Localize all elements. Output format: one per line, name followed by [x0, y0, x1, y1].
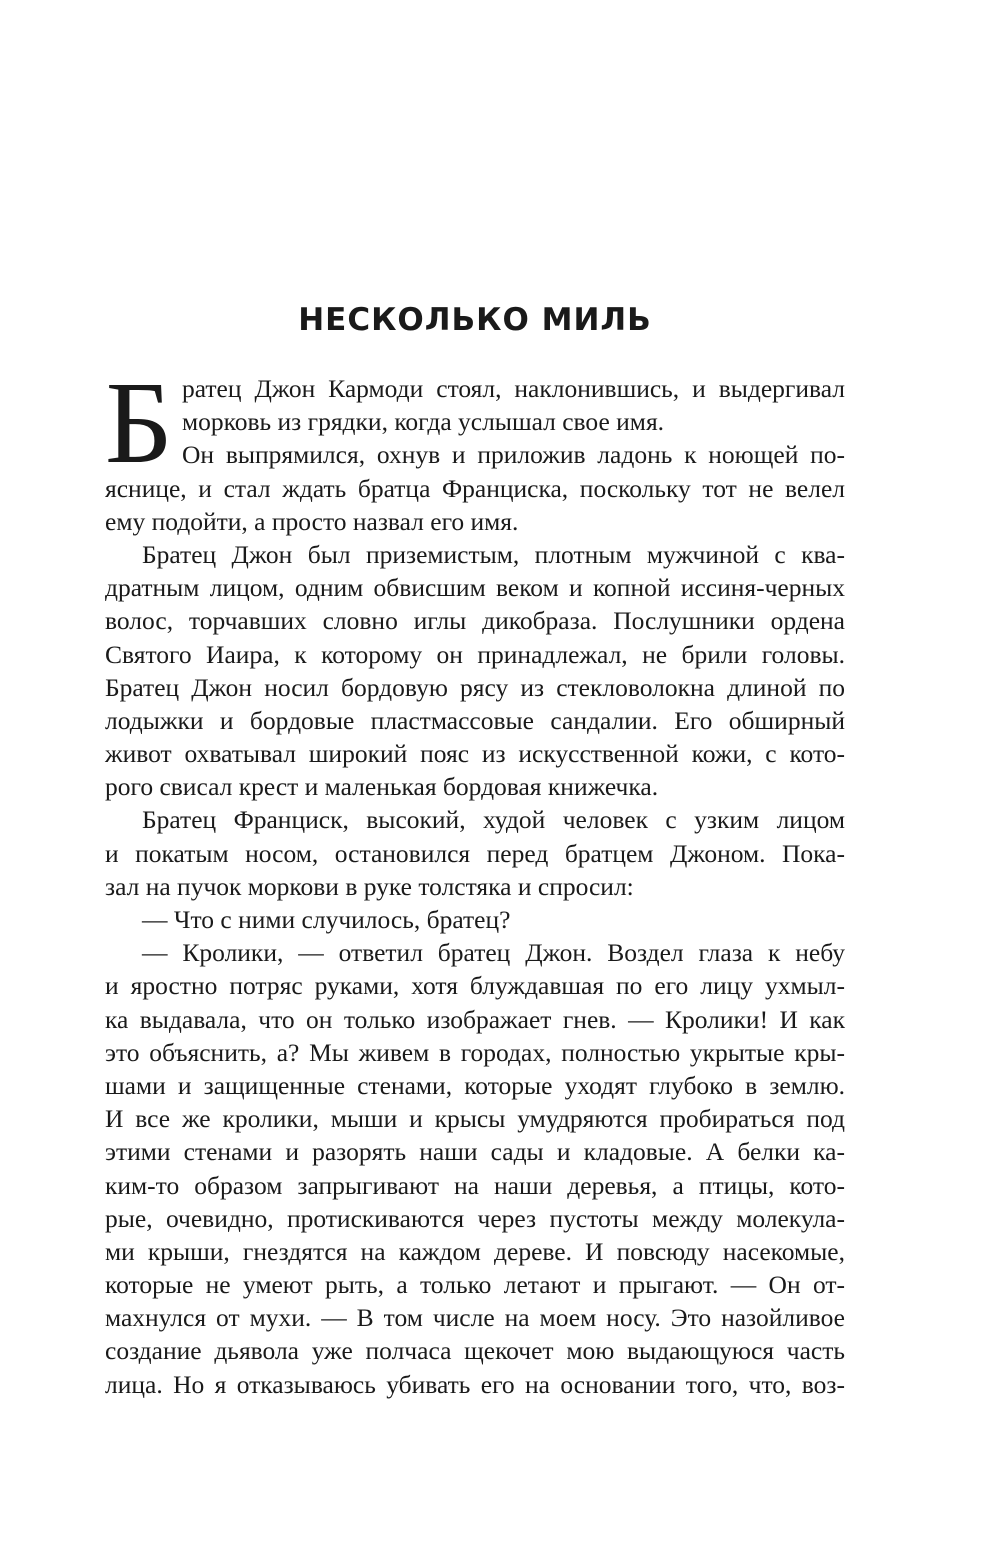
text-line: Братец Джон был приземистым, плотным мужчиной с ква- [142, 539, 845, 569]
text-line: — Кролики, — ответил братец Джон. Воздел глаза к небу [142, 938, 845, 968]
paragraph-3 [105, 803, 845, 903]
text-line: и яростно потряс руками, хотя блуждавшая по его лицу ухмыл- [105, 971, 845, 1001]
text-line: волос, торчавших словно иглы дикобраза. Послушники ордена [105, 606, 845, 636]
paragraph-4 [105, 903, 845, 936]
paragraph-1 [105, 357, 845, 538]
paragraph-5 [105, 936, 845, 1401]
text-line: шами и защищенные стенами, которые уходят глубоко в землю. [105, 1070, 845, 1100]
text-line: рого свисал крест и маленькая бордовая книжечка. [105, 772, 659, 802]
text-line: Святого Иаира, к которому он принадлежал, не брили головы. [105, 639, 845, 669]
text-line: и покатым носом, остановился перед братцем Джоном. Пока- [105, 838, 845, 868]
text-line: зал на пучок моркови в руке толстяка и спросил: [105, 871, 634, 901]
text-line: лодыжки и бордовые пластмассовые сандалии. Его обширный [105, 705, 845, 735]
drop-cap: Б [105, 357, 173, 488]
body-text [105, 357, 845, 1401]
text-line: Братец Джон носил бордовую рясу из стекловолокна длиной по [105, 672, 845, 702]
text-line: — Что с ними случилось, братец? [142, 905, 511, 934]
chapter-title: НЕСКОЛЬКО МИЛЬ [298, 302, 652, 338]
text-line: Братец Франциск, высокий, худой человек с узким лицом [142, 805, 845, 835]
text-line: этими стенами и разорять наши сады и кладовые. А белки ка- [105, 1137, 845, 1167]
text-line: ему подойти, а просто назвал его имя. [105, 506, 519, 536]
text-line: ким-то образом запрыгивают на наши деревья, а птицы, кото- [105, 1170, 845, 1200]
text-line: дратным лицом, одним обвисшим веком и копной иссиня-черных [105, 573, 845, 603]
text-line: это объяснить, а? Мы живем в городах, полностью укрытые кры- [105, 1037, 845, 1067]
text-line: яснице, и стал ждать братца Франциска, поскольку тот не велел [105, 473, 845, 503]
text-line: живот охватывал широкий пояс из искусственной кожи, с кото- [105, 739, 845, 769]
text-line: Он выпрямился, охнув и приложив ладонь к ноющей по- [182, 440, 845, 470]
text-line: ка выдавала, что он только изображает гнев. — Кролики! И как [105, 1004, 845, 1034]
text-line: ми крыши, гнездятся на каждом дереве. И повсюду насекомые, [105, 1236, 845, 1266]
text-line: И все же кролики, мыши и крысы умудряются пробираться под [105, 1104, 845, 1134]
text-line: которые не умеют рыть, а только летают и прыгают. — Он от- [105, 1270, 845, 1300]
text-line: создание дьявола уже полчаса щекочет мою выдающуюся часть [105, 1336, 845, 1366]
text-line: лица. Но я отказываюсь убивать его на основании того, что, воз- [105, 1369, 845, 1399]
text-line: рые, очевидно, протискиваются через пустоты между молекула- [105, 1203, 845, 1233]
text-line: махнулся от мухи. — В том числе на моем носу. Это назойливое [105, 1303, 845, 1333]
paragraph-2 [105, 538, 845, 804]
text-line: ратец Джон Кармоди стоял, наклонившись, и выдергивал [182, 374, 845, 403]
text-line: морковь из грядки, когда услышал свое имя. [182, 407, 665, 437]
